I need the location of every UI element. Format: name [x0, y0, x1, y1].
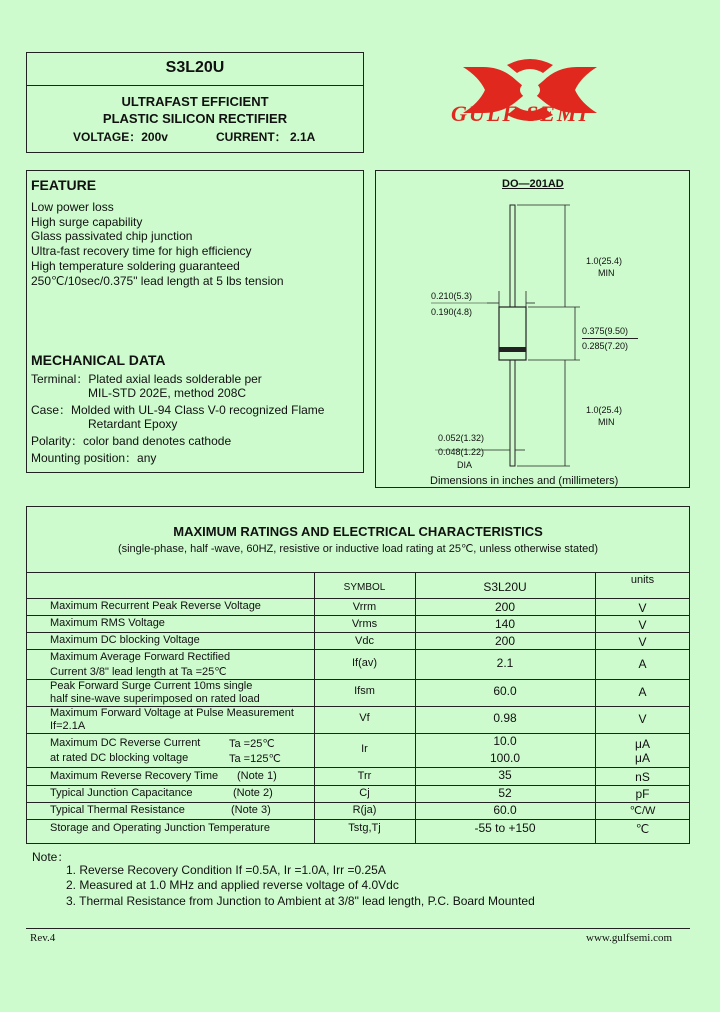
table-row-value: 2.1 — [496, 656, 514, 670]
table-row-value: 60.0 — [493, 684, 517, 698]
dim-body-dia-max: 0.210(5.3) — [431, 291, 473, 301]
table-row-value: 0.98 — [493, 711, 517, 725]
dimensions-caption: Dimensions in inches and (millimeters) — [430, 475, 619, 487]
feature-item: Glass passivated chip junction — [31, 229, 193, 243]
col-header-part: S3L20U — [483, 580, 527, 594]
feature-title: FEATURE — [31, 177, 97, 193]
table-row-symbol: Vf — [359, 712, 370, 724]
title-box — [26, 52, 364, 153]
dim-lead-dia-max: 0.052(1.32) — [438, 433, 485, 443]
table-row-label-2: If=2.1A — [50, 720, 86, 732]
table-row-value: 140 — [494, 617, 516, 631]
table-row-symbol: Ifsm — [354, 685, 375, 697]
mechanical-title: MECHANICAL DATA — [31, 352, 166, 368]
feature-item: High surge capability — [31, 215, 143, 229]
mechanical-line: MIL-STD 202E, method 208C — [88, 386, 247, 400]
title-divider — [27, 85, 363, 86]
table-row-unit: V — [638, 618, 647, 632]
row-divider — [26, 819, 690, 820]
table-row-label: Maximum RMS Voltage — [50, 617, 165, 629]
table-row-label: Maximum Reverse Recovery Time — [50, 770, 219, 782]
table-row-unit: A — [638, 657, 647, 671]
row-divider — [26, 632, 690, 633]
feature-item: Ultra-fast recovery time for high efficiency — [31, 244, 252, 258]
table-top-line — [26, 572, 690, 573]
table-row-label: Maximum Average Forward Rectified — [50, 651, 231, 663]
mechanical-line: Polarity：color band denotes cathode — [31, 434, 232, 448]
notes-title: Note： — [32, 850, 70, 864]
dim-body-len-min: 0.285(7.20) — [582, 341, 629, 351]
table-row-note: (Note 2) — [233, 787, 273, 799]
table-row-label: Maximum Recurrent Peak Reverse Voltage — [50, 600, 261, 612]
table-row-unit: pF — [635, 787, 650, 801]
table-row-symbol: If(av) — [351, 657, 378, 669]
table-row-symbol: R(ja) — [352, 804, 377, 816]
website-link[interactable]: www.gulfsemi.com — [586, 932, 673, 944]
note-item: 3. Thermal Resistance from Junction to Ambient at 3/8" lead length, P.C. Board Mounted — [66, 894, 535, 908]
mechanical-line: Retardant Epoxy — [88, 417, 178, 431]
table-row-value: 200 — [494, 634, 516, 648]
table-row-label: Maximum DC Reverse Current — [50, 737, 201, 749]
table-row-label: Storage and Operating Junction Temperature — [50, 822, 270, 834]
col-header-units: units — [630, 574, 655, 586]
table-row-value-2: 100.0 — [489, 751, 521, 765]
package-name: DO—201AD — [502, 178, 564, 190]
table-row-value: 200 — [494, 600, 516, 614]
table-row-label-cond: Ta =25℃ — [229, 738, 275, 750]
cathode-band — [499, 347, 526, 352]
row-divider — [26, 615, 690, 616]
feature-item: Low power loss — [31, 200, 114, 214]
logo-text: GULF SEMI — [451, 101, 590, 126]
table-row-label-2: half sine-wave superimposed on rated load — [50, 693, 260, 705]
table-row-symbol: Trr — [357, 770, 372, 782]
table-row-unit: nS — [635, 770, 650, 784]
table-row-unit: A — [638, 685, 647, 699]
feature-item: High temperature soldering guaranteed — [31, 259, 240, 273]
table-row-label-2: at rated DC blocking voltage — [50, 752, 189, 764]
table-row-unit: μA — [635, 737, 650, 751]
table-row-label: Peak Forward Surge Current 10ms single — [50, 680, 253, 692]
mechanical-line: Terminal：Plated axial leads solderable per — [31, 372, 262, 386]
dim-body-len-divider — [582, 338, 638, 339]
feature-item: 250℃/10sec/0.375" lead length at 5 lbs tension — [31, 274, 284, 288]
table-row-value: 60.0 — [493, 803, 517, 817]
table-row-symbol: Vrrm — [352, 601, 377, 613]
note-item: 1. Reverse Recovery Condition If =0.5A, Ir =1.0A, Irr =0.25A — [66, 863, 386, 877]
table-row-value: 10.0 — [493, 734, 517, 748]
col-header-symbol: SYMBOL — [343, 582, 386, 593]
mechanical-line: Mounting position：any — [31, 451, 157, 465]
table-row-note: (Note 3) — [231, 804, 271, 816]
product-line-2: PLASTIC SILICON RECTIFIER — [102, 111, 288, 126]
dim-lead-dia-min: 0.048(1.22) — [438, 447, 485, 457]
row-divider — [26, 649, 690, 650]
part-number: S3L20U — [165, 59, 225, 76]
table-row-value: 52 — [498, 786, 512, 800]
table-row-symbol: Ir — [361, 743, 368, 755]
dim-lead-bottom: 1.0(25.4) — [586, 405, 623, 415]
table-row-label-cond-2: Ta =125℃ — [229, 753, 281, 765]
table-row-value: 35 — [498, 768, 512, 782]
table-row-unit: ℃/W — [629, 805, 656, 817]
voltage-spec: VOLTAGE：200v — [73, 130, 168, 144]
table-row-unit: V — [638, 635, 647, 649]
ratings-subtitle: (single-phase, half -wave, 60HZ, resistive or inductive load rating at 25℃, unless otherwise stated) — [117, 543, 599, 555]
table-row-label-2: Current 3/8" lead length at Ta =25℃ — [50, 666, 227, 678]
lead-top — [510, 205, 515, 310]
footer-divider — [26, 928, 690, 929]
product-line-1: ULTRAFAST EFFICIENT — [121, 94, 269, 109]
table-row-unit: ℃ — [635, 822, 650, 836]
diode-drawing — [375, 185, 690, 485]
table-row-value: -55 to +150 — [474, 821, 536, 835]
table-row-label: Typical Thermal Resistance — [50, 804, 185, 816]
current-spec: CURRENT： 2.1A — [216, 130, 316, 144]
table-row-symbol: Cj — [359, 787, 370, 799]
table-row-label: Maximum Forward Voltage at Pulse Measurement — [50, 707, 294, 719]
table-row-label: Maximum DC blocking Voltage — [50, 634, 200, 646]
dim-lead-top-min: MIN — [598, 268, 615, 278]
dim-lead-bottom-min: MIN — [598, 417, 615, 427]
revision-label: Rev.4 — [30, 932, 56, 944]
dim-lead-dia-label: DIA — [457, 460, 473, 470]
table-row-unit-2: μA — [635, 751, 650, 765]
dim-body-dia-min: 0.190(4.8) — [431, 307, 473, 317]
table-row-symbol: Vrms — [351, 618, 378, 630]
table-row-note: (Note 1) — [237, 770, 277, 782]
ratings-title: MAXIMUM RATINGS AND ELECTRICAL CHARACTERISTICS — [173, 524, 543, 539]
table-row-unit: V — [638, 712, 647, 726]
dim-body-len-max: 0.375(9.50) — [582, 326, 629, 336]
lead-bottom — [510, 360, 515, 466]
table-row-symbol: Vdc — [355, 635, 374, 647]
dim-lead-top: 1.0(25.4) — [586, 256, 623, 266]
mechanical-line: Case：Molded with UL-94 Class V-0 recognized Flame — [31, 403, 325, 417]
table-row-symbol: Tstg,Tj — [348, 822, 381, 834]
diode-body — [499, 307, 526, 360]
table-row-unit: V — [638, 601, 647, 615]
table-row-label: Typical Junction Capacitance — [50, 787, 193, 799]
note-item: 2. Measured at 1.0 MHz and applied reverse voltage of 4.0Vdc — [66, 878, 399, 892]
row-divider — [26, 598, 690, 599]
